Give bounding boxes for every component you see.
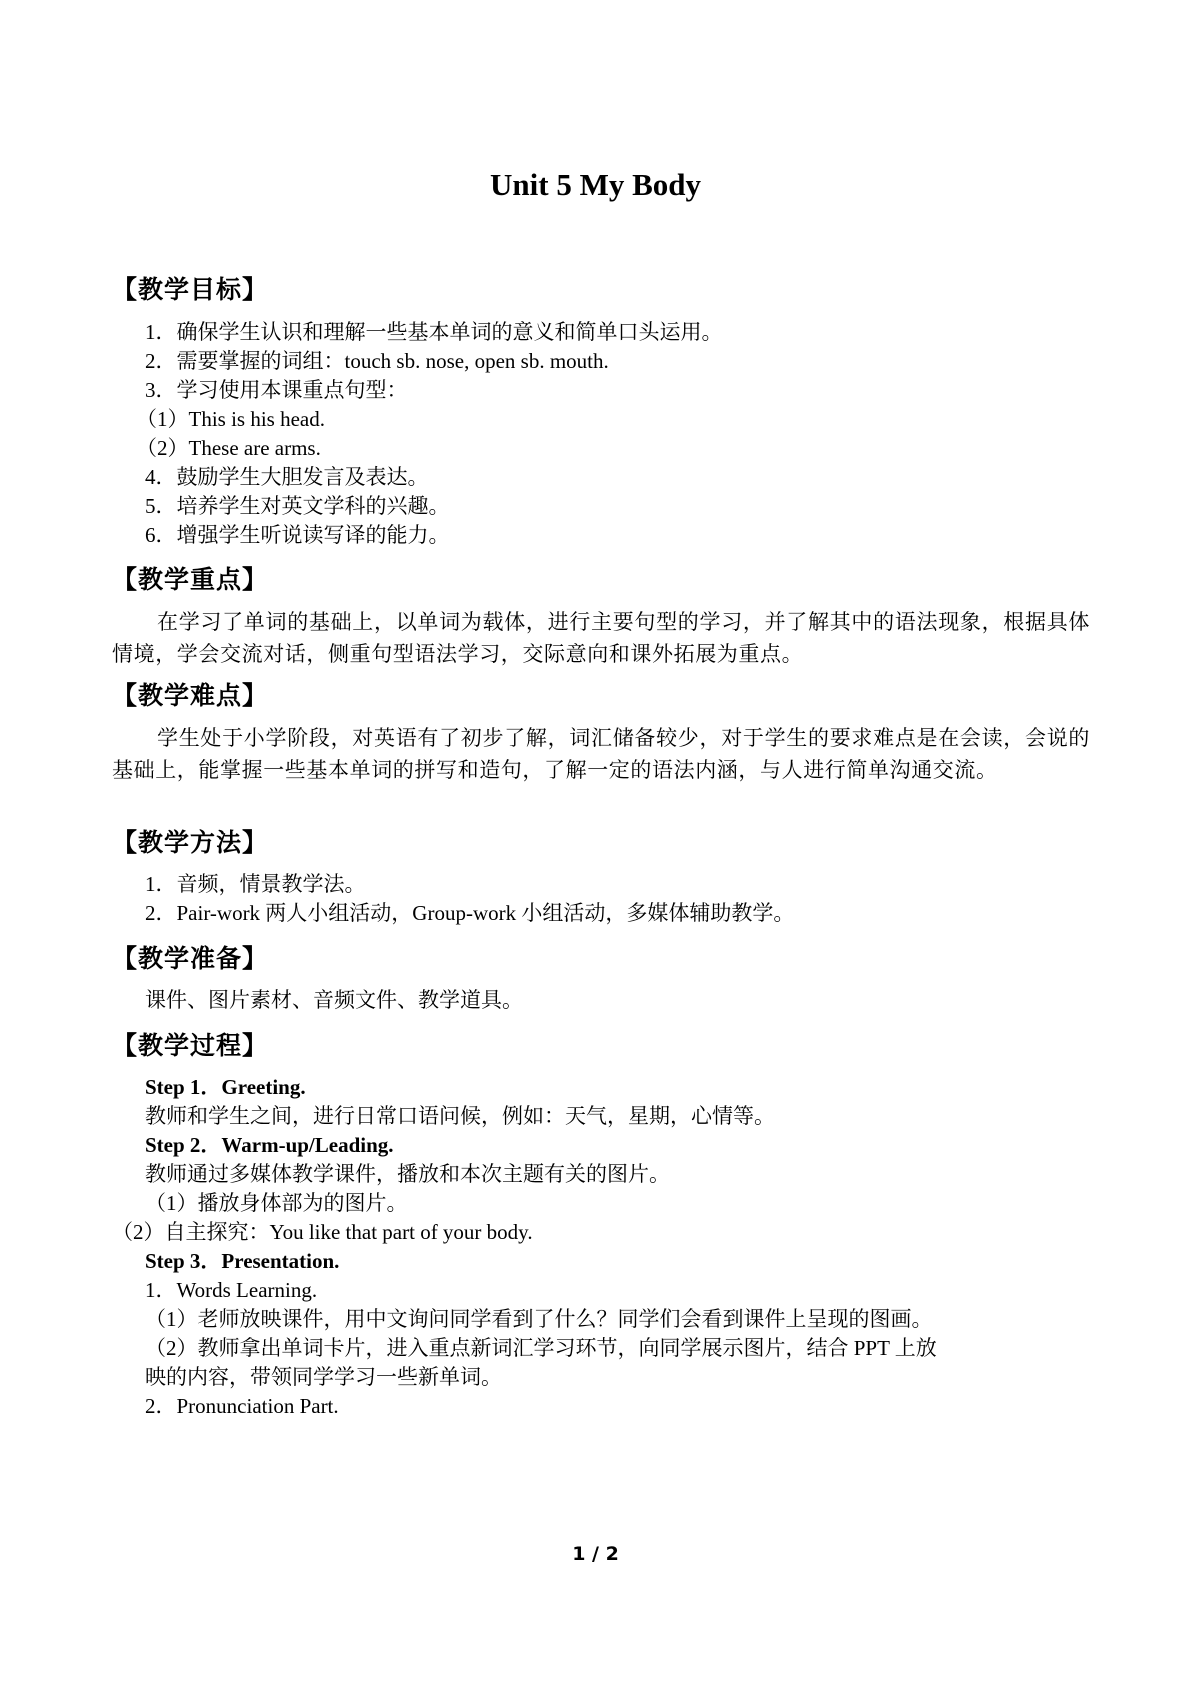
heading-process: 【教学过程】 bbox=[112, 1031, 269, 1060]
heading-key-points: 【教学重点】 bbox=[112, 565, 269, 594]
heading-objectives: 【教学目标】 bbox=[112, 275, 269, 304]
heading-methods: 【教学方法】 bbox=[112, 828, 269, 857]
objective-item-3: 3．学习使用本课重点句型： bbox=[145, 378, 408, 402]
step-2-title: Step 2．Warm-up/Leading. bbox=[145, 1133, 394, 1157]
step-1-title: Step 1．Greeting. bbox=[145, 1075, 306, 1099]
step-3-title: Step 3．Presentation. bbox=[145, 1249, 340, 1273]
objective-item-1: 1．确保学生认识和理解一些基本单词的意义和简单口头运用。 bbox=[145, 320, 723, 344]
step-2-item-2: （2）自主探究：You like that part of your body. bbox=[112, 1220, 533, 1244]
key-points-paragraph: 在学习了单词的基础上，以单词为载体，进行主要句型的学习，并了解其中的语法现象，根据具体情境，学会交流对话，侧重句型语法学习，交际意向和课外拓展为重点。 bbox=[112, 610, 1090, 666]
step-3-item-1: （1）老师放映课件，用中文询问同学看到了什么？同学们会看到课件上呈现的图画。 bbox=[145, 1307, 933, 1331]
objective-item-2: 2．需要掌握的词组：touch sb. nose, open sb. mouth. bbox=[145, 349, 609, 373]
step-3-words-learning: 1．Words Learning. bbox=[145, 1278, 318, 1302]
step-3-item-2-line-2: 映的内容，带领同学学习一些新单词。 bbox=[145, 1365, 502, 1389]
page-number: 1 / 2 bbox=[572, 1543, 619, 1565]
step-3-item-2-line-1: （2）教师拿出单词卡片，进入重点新词汇学习环节，向同学展示图片，结合 PPT 上放 bbox=[145, 1336, 937, 1360]
heading-difficulties: 【教学难点】 bbox=[112, 681, 269, 710]
method-item-2: 2．Pair-work 两人小组活动，Group-work 小组活动，多媒体辅助教学。 bbox=[145, 901, 795, 925]
objective-item-4: 4．鼓励学生大胆发言及表达。 bbox=[145, 465, 429, 489]
step-1-text: 教师和学生之间，进行日常口语问候，例如：天气，星期，心情等。 bbox=[145, 1104, 775, 1128]
preparation-text: 课件、图片素材、音频文件、教学道具。 bbox=[145, 988, 523, 1012]
document-title: Unit 5 My Body bbox=[490, 167, 701, 202]
heading-preparation: 【教学准备】 bbox=[112, 944, 269, 973]
difficulties-paragraph: 学生处于小学阶段，对英语有了初步了解，词汇储备较少，对于学生的要求难点是在会读，会说的基础上，能掌握一些基本单词的拼写和造句，了解一定的语法内涵，与人进行简单沟通交流。 bbox=[112, 726, 1090, 782]
objective-item-6: 6．增强学生听说读写译的能力。 bbox=[145, 523, 450, 547]
step-3-pronunciation: 2．Pronunciation Part. bbox=[145, 1394, 339, 1418]
objective-sentence-1: （1）This is his head. bbox=[136, 407, 325, 431]
step-2-item-1: （1）播放身体部为的图片。 bbox=[145, 1191, 408, 1215]
objective-sentence-2: （2）These are arms. bbox=[136, 436, 321, 460]
step-2-text: 教师通过多媒体教学课件，播放和本次主题有关的图片。 bbox=[145, 1162, 670, 1186]
method-item-1: 1．音频，情景教学法。 bbox=[145, 872, 366, 896]
objective-item-5: 5．培养学生对英文学科的兴趣。 bbox=[145, 494, 450, 518]
